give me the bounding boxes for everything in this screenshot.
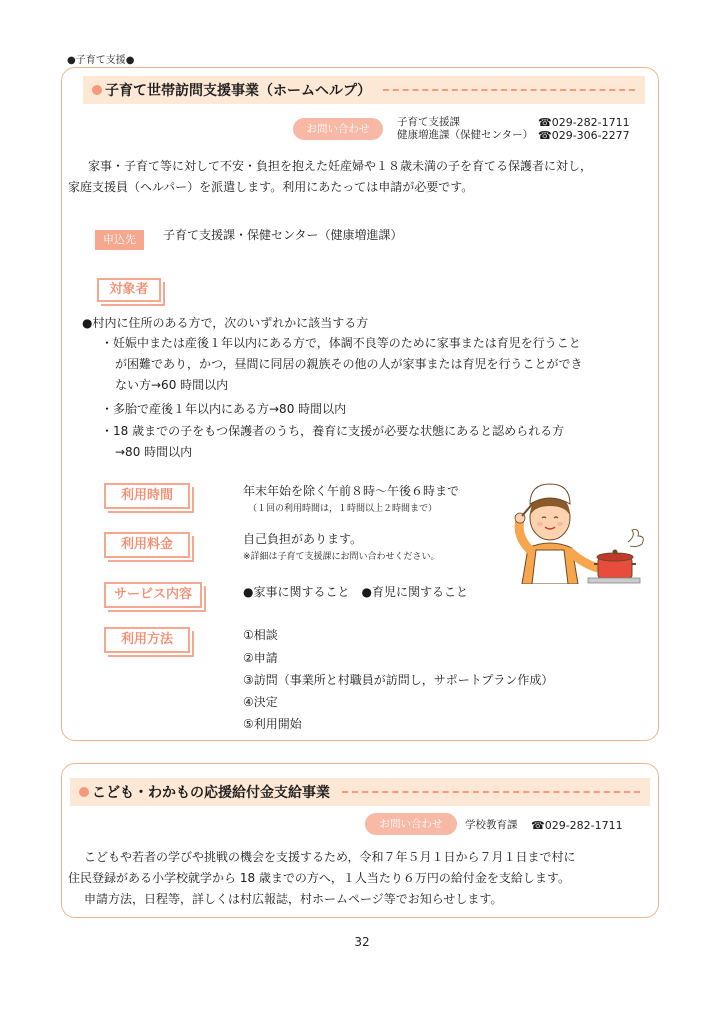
contact-dept-1: 子育て支援課 — [397, 116, 460, 128]
target-line: が困難であり，かつ，昼間に同居の親族その他の人が家事または育児を行うことができ — [115, 357, 583, 371]
contact-tel-2: ☎029-306-2277 — [538, 129, 630, 142]
bullet-dot-icon — [79, 787, 89, 797]
section-label: ●子育て支援● — [67, 55, 135, 66]
service-value: ●家事に関すること ●育児に関すること — [243, 585, 468, 599]
target-line: ・多胎で産後１年以内にある方→80 時間以内 — [101, 402, 347, 416]
method-step: ③訪問（事業所と村職員が訪問し，サポートプラン作成） — [243, 673, 554, 687]
benefit-title: こども・わかもの応援給付金支給事業 — [92, 785, 330, 801]
apply-value: 子育て支援課・保健センター（健康増進課） — [163, 228, 403, 242]
target-label: 対象者 — [97, 278, 161, 302]
page-number: 32 — [354, 935, 370, 949]
contact-dept-2: 健康増進課（保健センター） — [397, 129, 534, 141]
target-line: ●村内に住所のある方で，次のいずれかに該当する方 — [82, 316, 369, 330]
homehelp-desc-line-2: 家庭支援員（ヘルパー）を派遣します。利用にあたっては申請が必要です。 — [68, 180, 474, 194]
homehelp-title: 子育て世帯訪問支援事業（ホームヘルプ） — [105, 83, 372, 99]
cooking-helper-illustration — [500, 476, 650, 584]
target-line: ・妊娠中または産後１年以内にある方で，体調不良等のために家事または育児を行うこと — [101, 336, 581, 350]
title-dashed-line — [342, 791, 640, 793]
method-step: ⑤利用開始 — [243, 717, 302, 731]
method-step: ①相談 — [243, 628, 278, 642]
contact-tel-1: ☎029-282-1711 — [538, 116, 630, 129]
apply-label: 申込先 — [95, 230, 144, 250]
homehelp-desc-line-1: 家事・子育て等に対して不安・負担を抱えた妊産婦や１８歳未満の子を育てる保護者に対し， — [88, 159, 593, 173]
method-label: 利用方法 — [104, 627, 190, 653]
fee-note: ※詳細は子育て支援課にお問い合わせください。 — [243, 552, 440, 562]
hours-label: 利用時間 — [104, 483, 190, 509]
homehelp-inquiry-badge: お問い合わせ — [293, 118, 383, 140]
benefit-desc-line-2: 住民登録がある小学校就学から 18 歳までの方へ，１人当たり６万円の給付金を支給します。 — [68, 871, 570, 885]
method-step: ②申請 — [243, 651, 278, 665]
method-step: ④決定 — [243, 695, 278, 709]
service-label: サービス内容 — [104, 582, 202, 608]
hours-value: 年末年始を除く午前８時～午後６時まで — [243, 484, 460, 498]
benefit-contact-tel: ☎029-282-1711 — [531, 819, 623, 832]
benefit-desc-line-3: 申請方法，日程等，詳しくは村広報誌，村ホームページ等でお知らせします。 — [84, 892, 503, 906]
title-dashed-line — [383, 89, 635, 91]
benefit-contact-dept: 学校教育課 — [465, 819, 518, 831]
bullet-dot-icon — [92, 85, 102, 95]
target-line: →80 時間以内 — [115, 445, 193, 459]
target-line: ない方→60 時間以内 — [115, 378, 229, 392]
benefit-desc-line-1: こどもや若者の学びや挑戦の機会を支援するため，令和７年５月１日から７月１日まで村に — [84, 850, 576, 864]
benefit-title-band — [70, 778, 650, 806]
hours-note: （１回の利用時間は，１時間以上２時間まで） — [248, 504, 438, 514]
fee-label: 利用料金 — [104, 532, 190, 558]
homehelp-title-band — [83, 76, 645, 104]
benefit-inquiry-badge: お問い合わせ — [365, 813, 457, 835]
fee-value: 自己負担があります。 — [243, 532, 363, 546]
target-line: ・18 歳までの子をもつ保護者のうち，養育に支援が必要な状態にあると認められる方 — [101, 424, 565, 438]
